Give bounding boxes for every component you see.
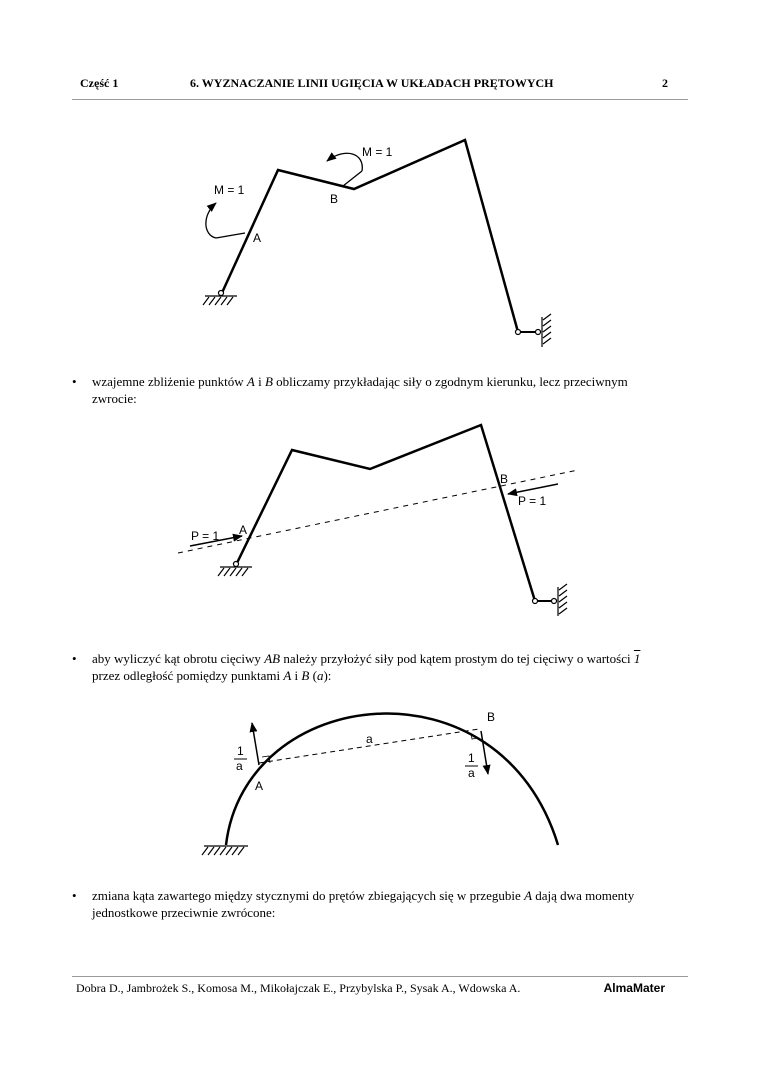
fixed-support-left	[218, 562, 252, 577]
bullet: •	[72, 374, 77, 389]
text-run: należy przyłożyć siły pod kątem prostym do tej cięciwy o wartości	[280, 651, 634, 666]
fixed-support	[202, 846, 248, 855]
fixed-support-left	[203, 291, 237, 306]
point-label-b: B	[487, 710, 496, 724]
page-header	[80, 76, 668, 94]
force-label-a: P = 1	[191, 529, 220, 543]
figure-moments	[0, 125, 760, 365]
text-run: B	[264, 374, 273, 389]
point-label-a: A	[253, 231, 262, 245]
text-run: wzajemne zbliżenie punktów	[92, 374, 247, 389]
text-run: AB	[264, 651, 281, 666]
text-run: a	[316, 668, 324, 683]
text-run: zmiana kąta zawartego między stycznymi do prętów zbiegających się w przegubie	[92, 888, 525, 903]
text-run: i	[291, 668, 302, 683]
figure-forces	[0, 415, 760, 630]
text-run: i	[254, 374, 265, 389]
text-line: jednostkowe przeciwnie zwrócone:	[92, 905, 276, 920]
point-label-b: B	[500, 472, 509, 486]
fraction-denominator-b: a	[468, 766, 475, 780]
frame-structure	[236, 425, 535, 601]
text-run: A	[246, 374, 255, 389]
moment-label-a: M = 1	[214, 183, 245, 197]
text-run: (	[309, 668, 317, 683]
text-run: ):	[323, 668, 332, 683]
text-run: A	[283, 668, 292, 683]
moment-label-b: M = 1	[362, 145, 393, 159]
chord-label: a	[366, 732, 373, 746]
fraction-numerator-a: 1	[237, 744, 244, 758]
force-arrow-b	[481, 731, 488, 774]
point-label-a: A	[255, 779, 264, 793]
footer-rule	[72, 976, 688, 977]
text-run: A	[524, 888, 533, 903]
force-arrow-b	[508, 484, 558, 494]
fraction-numerator-b: 1	[468, 751, 475, 765]
force-label-b: P = 1	[518, 494, 547, 508]
line-of-action	[178, 470, 578, 553]
fraction-denominator-a: a	[236, 759, 243, 773]
pinned-support-right	[516, 314, 552, 347]
force-arrow-a	[252, 723, 259, 765]
text-run: obliczamy przykładając siły o zgodnym kierunku, lecz przeciwnym	[272, 374, 628, 389]
moment-arrow-b	[327, 153, 362, 171]
text-run: aby wyliczyć kąt obrotu cięciwy	[92, 651, 265, 666]
point-label-a: A	[239, 523, 248, 537]
text-run: przez odległość pomiędzy punktami	[92, 668, 284, 683]
chapter-title: 6. WYZNACZANIE LINII UGIĘCIA W UKŁADACH PRĘTOWYCH	[190, 76, 554, 90]
footer-brand: AlmaMater	[603, 981, 665, 995]
footer-authors: Dobra D., Jambrożek S., Komosa M., Mikołajczak E., Przybylska P., Sysak A., Wdowska A.	[76, 981, 521, 995]
bullet: •	[72, 888, 77, 903]
text-line: zwrocie:	[92, 391, 137, 406]
frame-structure	[221, 140, 518, 332]
paragraph-text	[92, 373, 690, 407]
header-rule	[72, 99, 688, 100]
text-run: dają dwa momenty	[532, 888, 635, 903]
figure-arch	[0, 695, 760, 875]
moment-arrow-a	[206, 203, 216, 238]
page-number: 2	[662, 76, 668, 90]
paragraph-text	[92, 650, 690, 684]
text-run: 1	[633, 651, 641, 666]
text-run: B	[301, 668, 310, 683]
part-label: Część 1	[80, 76, 119, 90]
point-label-b: B	[330, 192, 339, 206]
arch-bar	[226, 714, 558, 845]
pinned-support-right	[533, 584, 568, 616]
paragraph-text	[92, 887, 690, 921]
bullet: •	[72, 651, 77, 666]
